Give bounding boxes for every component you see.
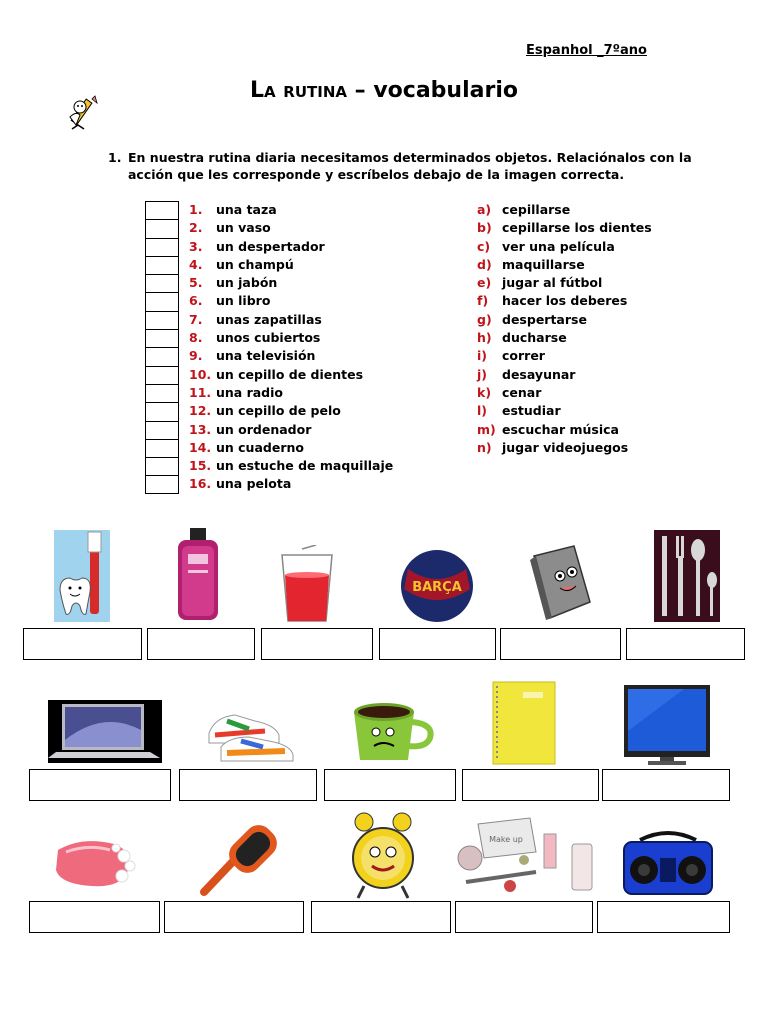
alarm-clock-image (350, 812, 416, 900)
list-item: b) cepillarse los dientes (477, 220, 652, 236)
notebook-image (489, 680, 559, 766)
answer-box[interactable] (145, 201, 179, 219)
answer-field[interactable] (29, 901, 160, 933)
book-image (524, 542, 596, 622)
answer-boxes-column (145, 201, 179, 494)
laptop-image (48, 700, 162, 763)
answer-box[interactable] (145, 292, 179, 310)
makeup-kit-image (456, 816, 594, 896)
answer-field[interactable] (500, 628, 621, 660)
answer-box[interactable] (145, 384, 179, 402)
list-item: k) cenar (477, 384, 542, 400)
answer-box[interactable] (145, 311, 179, 329)
answer-box[interactable] (145, 402, 179, 420)
list-item: 12. un cepillo de pelo (189, 403, 341, 419)
page-title: La rutina – vocabulario (250, 78, 518, 103)
answer-field[interactable] (455, 901, 593, 933)
list-item: c) ver una película (477, 238, 615, 254)
makeup-text: Make up (489, 835, 523, 844)
list-item: j) desayunar (477, 366, 576, 382)
course-label: Espanhol _7ºano (526, 43, 647, 58)
soap-image (52, 836, 136, 892)
answer-field[interactable] (164, 901, 304, 933)
list-item: 6. un libro (189, 293, 271, 309)
ball-image (400, 549, 474, 623)
television-image (624, 685, 710, 767)
radio-image (622, 828, 714, 896)
list-item: d) maquillarse (477, 256, 585, 272)
cutlery-image (654, 530, 720, 622)
answer-box[interactable] (145, 439, 179, 457)
list-item: 16. una pelota (189, 476, 292, 492)
list-item: 13. un ordenador (189, 421, 312, 437)
list-item: a) cepillarse (477, 202, 571, 217)
toothbrush-tooth-image (54, 530, 110, 622)
answer-box[interactable] (145, 274, 179, 292)
hairbrush-image (200, 818, 290, 896)
list-item: 2. un vaso (189, 220, 271, 236)
answer-field[interactable] (261, 628, 373, 660)
answer-field[interactable] (324, 769, 456, 801)
list-item: 8. unos cubiertos (189, 330, 321, 346)
answer-box[interactable] (145, 457, 179, 475)
list-item: 15. un estuche de maquillaje (189, 458, 394, 474)
answer-box[interactable] (145, 256, 179, 274)
ball-text: BARÇA (412, 580, 462, 595)
answer-field[interactable] (626, 628, 745, 660)
list-item: m) escuchar música (477, 421, 619, 437)
list-item: 7. unas zapatillas (189, 311, 322, 327)
answer-field[interactable] (602, 769, 730, 801)
glass-image (276, 545, 338, 623)
list-item: g) despertarse (477, 311, 587, 327)
answer-box[interactable] (145, 219, 179, 237)
list-item: l) estudiar (477, 403, 561, 419)
answer-box[interactable] (145, 366, 179, 384)
answer-box[interactable] (145, 347, 179, 365)
list-item: f) hacer los deberes (477, 293, 628, 309)
answer-field[interactable] (29, 769, 171, 801)
list-item: 10. un cepillo de dientes (189, 366, 364, 382)
list-item: 3. un despertador (189, 238, 325, 254)
answer-field[interactable] (379, 628, 496, 660)
list-item: i) correr (477, 348, 545, 364)
objects-list (189, 201, 393, 494)
answer-field[interactable] (462, 769, 599, 801)
answer-box[interactable] (145, 475, 179, 494)
instruction: 1. En nuestra rutina diaria necesitamos determinados objetos. Relaciónalos con la acción que les corresponde y escríbelos debajo de la imagen correcta. (108, 150, 692, 182)
answer-field[interactable] (311, 901, 451, 933)
pencil-mascot-icon (66, 95, 106, 133)
list-item: n) jugar videojuegos (477, 439, 629, 455)
list-item: 11. una radio (189, 384, 284, 400)
answer-field[interactable] (597, 901, 730, 933)
list-item: 4. un champú (189, 256, 294, 272)
list-item: e) jugar al fútbol (477, 275, 603, 291)
sneakers-image (205, 701, 295, 763)
answer-box[interactable] (145, 238, 179, 256)
mug-image (350, 700, 436, 764)
answer-field[interactable] (147, 628, 255, 660)
answer-field[interactable] (179, 769, 317, 801)
list-item: h) ducharse (477, 330, 567, 346)
list-item: 5. un jabón (189, 275, 278, 291)
actions-list (477, 201, 652, 457)
answer-box[interactable] (145, 421, 179, 439)
answer-box[interactable] (145, 329, 179, 347)
list-item: 1. una taza (189, 202, 277, 217)
answer-field[interactable] (23, 628, 142, 660)
shampoo-image (176, 528, 220, 620)
list-item: 14. un cuaderno (189, 439, 304, 455)
list-item: 9. una televisión (189, 348, 316, 364)
